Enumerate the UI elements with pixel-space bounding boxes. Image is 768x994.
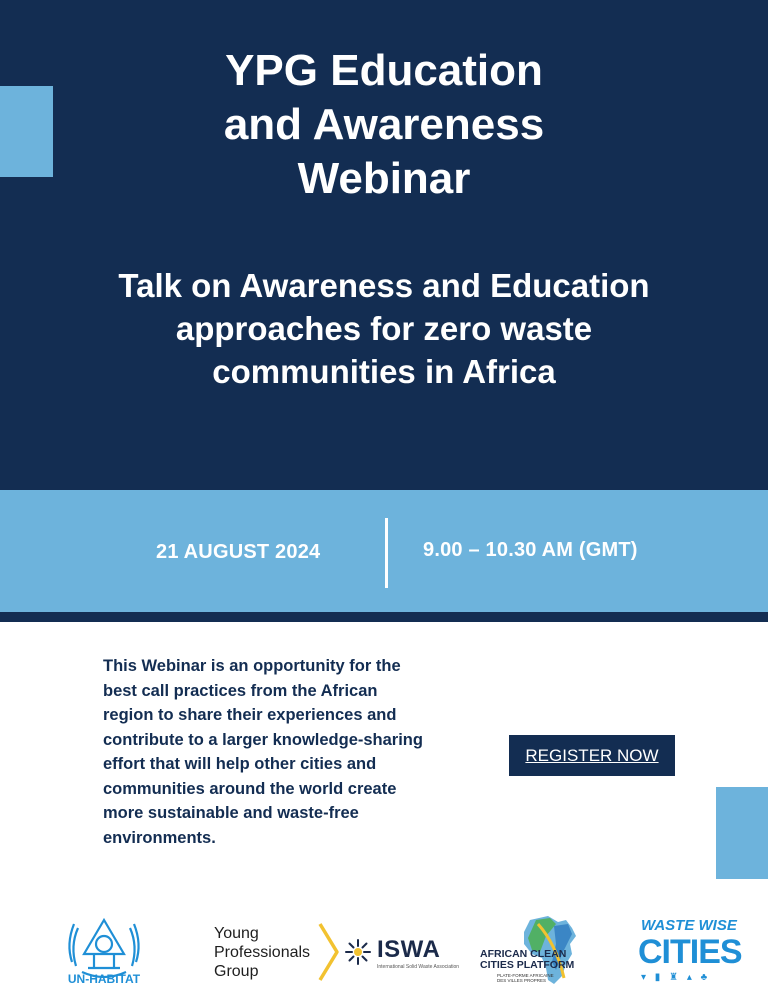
- iswa-sunburst-icon: [344, 938, 372, 966]
- acc-sub-line: DES VILLES PROPRES: [497, 978, 547, 983]
- acc-line: AFRICAN CLEAN: [480, 948, 567, 960]
- iswa-subtitle: International Solid Waste Association: [377, 964, 460, 970]
- accent-block-right: [716, 787, 768, 879]
- ypg-logo-text: [214, 924, 310, 981]
- page-subtitle: [0, 264, 768, 393]
- ypg-line: Young: [214, 925, 259, 942]
- ypg-line: Group: [214, 963, 259, 980]
- ypg-line: Professionals: [214, 944, 311, 961]
- waste-wise-label: WASTE WISE: [641, 917, 737, 934]
- title-line: Webinar: [297, 154, 471, 203]
- page-title: [0, 44, 768, 206]
- event-time: 9.00 – 10.30 AM (GMT): [423, 539, 638, 561]
- subtitle-line: Talk on Awareness and Education: [118, 267, 650, 304]
- description-line: more sustainable and waste-free: [103, 804, 359, 822]
- band-divider-strip: [0, 612, 768, 622]
- title-line: YPG Education: [225, 46, 543, 95]
- vertical-divider: [385, 518, 388, 588]
- subtitle-line: communities in Africa: [212, 353, 556, 390]
- acc-line: CITIES PLATFORM: [480, 959, 575, 971]
- webinar-description: [103, 654, 483, 850]
- register-now-button[interactable]: REGISTER NOW: [509, 735, 675, 776]
- acc-platform-sublabel: [497, 973, 554, 983]
- event-info-band: [0, 490, 768, 612]
- chevron-right-icon: [317, 922, 341, 982]
- acc-sub-line: PLATE-FORME AFRICAINE: [497, 973, 554, 978]
- waste-wise-pictogram-icons: ▾ ▮ ♜ ▴ ♣: [641, 972, 711, 983]
- description-line: This Webinar is an opportunity for the: [103, 657, 401, 675]
- event-date: 21 AUGUST 2024: [156, 541, 321, 563]
- waste-wise-cities-label: CITIES: [638, 933, 742, 971]
- description-line: communities around the world create: [103, 779, 397, 798]
- un-habitat-label: UN-HABITAT: [67, 972, 141, 986]
- description-line: environments.: [103, 828, 216, 847]
- title-line: and Awareness: [223, 100, 545, 149]
- description-line: contribute to a larger knowledge-sharing: [103, 730, 423, 749]
- description-line: region to share their experiences and: [103, 706, 397, 724]
- subtitle-line: approaches for zero waste: [175, 310, 593, 347]
- description-line: best call practices from the African: [103, 681, 378, 700]
- iswa-label: ISWA: [377, 936, 441, 963]
- description-line: effort that will help other cities and: [103, 755, 377, 773]
- acc-platform-label: [480, 949, 574, 971]
